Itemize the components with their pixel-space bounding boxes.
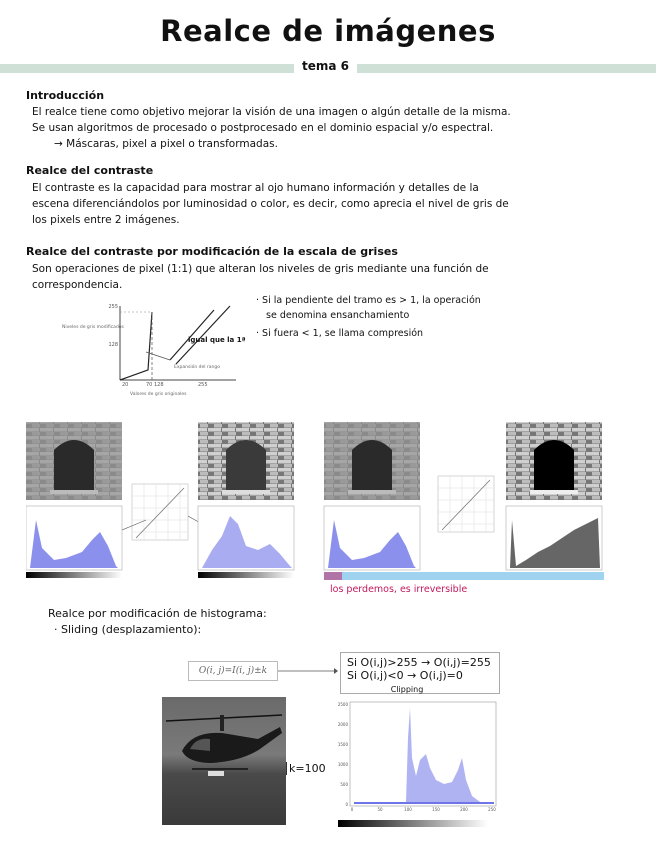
clipping-caption: Clipping xyxy=(390,685,424,694)
bullet-compression: · Si fuera < 1, se llama compresión xyxy=(256,328,424,339)
intro-heading: Introducción xyxy=(26,89,105,102)
contrast-line-1: El contraste es la capacidad para mostrar al ojo humano información y detalles de la xyxy=(32,182,479,194)
hist-y-tick-500: 500 xyxy=(340,782,348,787)
hist-x-tick-250: 250 xyxy=(488,807,496,812)
bullet-expansion-b: se denomina ensanchamiento xyxy=(266,310,410,321)
grayscale-heading: Realce del contraste por modificación de la escala de grises xyxy=(26,245,398,258)
hist-x-tick-100: 100 xyxy=(404,807,412,812)
histogram-expanded xyxy=(198,506,294,578)
grayscale-line-1: Son operaciones de pixel (1:1) que alteran los niveles de gris mediante una función de xyxy=(32,263,489,275)
graph-x-label: Valores de gris originales xyxy=(130,392,187,397)
graph-range-label: Expansión del rango xyxy=(174,365,220,370)
intro-line-1: El realce tiene como objetivo mejorar la visión de una imagen o algún detalle de la misma. xyxy=(32,106,511,118)
lost-range-note: los perdemos, es irreversible xyxy=(330,584,468,595)
k-label: k=100 xyxy=(286,762,326,775)
shifted-histogram xyxy=(332,698,500,832)
tick-x-20: 20 xyxy=(122,382,129,388)
topic-label: tema 6 xyxy=(294,59,357,73)
gray-mapping-graph xyxy=(58,300,248,400)
graph-y-label: Niveles de gris modificados xyxy=(62,325,124,330)
hist-x-tick-150: 150 xyxy=(432,807,440,812)
mapping-graph-compress xyxy=(438,476,494,532)
hist-y-tick-0: 0 xyxy=(345,802,348,807)
hist-y-tick-1500: 1500 xyxy=(337,742,348,747)
hist-y-tick-1000: 1000 xyxy=(337,762,348,767)
mapping-graph-expand xyxy=(122,484,202,540)
tick-y-128: 128 xyxy=(108,342,118,348)
contrast-line-3: los pixels entre 2 imágenes. xyxy=(32,214,180,226)
photo-compressed xyxy=(506,422,602,500)
tick-x-255: 255 xyxy=(198,382,208,388)
photo-expanded xyxy=(198,422,294,500)
contrast-line-2: escena diferenciándolos por luminosidad o color, es decir, como aprecia el nivel de gris de xyxy=(32,198,509,210)
histogram-compressed xyxy=(506,506,602,570)
hist-x-tick-50: 50 xyxy=(377,807,383,812)
intro-line-3: → Máscaras, pixel a pixel o transformadas. xyxy=(54,138,278,150)
helicopter-photo xyxy=(162,697,286,825)
hist-x-tick-200: 200 xyxy=(460,807,468,812)
graph-handwritten-note: igual que la 1ª xyxy=(188,336,246,344)
sliding-heading: Realce por modificación de histograma: xyxy=(48,607,267,620)
sliding-bullet: · Sliding (desplazamiento): xyxy=(54,623,202,636)
histogram-original-1 xyxy=(26,506,122,578)
photo-original-1 xyxy=(26,422,122,500)
clipping-rule-2: Si O(i,j)<0 → O(i,j)=0 xyxy=(347,669,463,682)
hist-x-tick-0: 0 xyxy=(350,807,354,812)
tick-x-70: 70 128 xyxy=(146,382,164,388)
tick-y-255: 255 xyxy=(108,304,118,310)
contrast-heading: Realce del contraste xyxy=(26,164,154,177)
bullet-expansion-a: · Si la pendiente del tramo es > 1, la operación xyxy=(256,295,481,306)
formula-arrow xyxy=(278,664,338,678)
clipping-rule-1: Si O(i,j)>255 → O(i,j)=255 xyxy=(347,656,491,669)
hist-y-tick-2000: 2000 xyxy=(337,722,348,727)
page-title: Realce de imágenes xyxy=(160,14,496,48)
histogram-original-2 xyxy=(324,506,420,570)
lost-range-marker xyxy=(324,572,342,580)
grayscale-line-2: correspondencia. xyxy=(32,279,123,291)
photo-original-2 xyxy=(324,422,420,500)
hist-y-tick-2500: 2500 xyxy=(337,702,348,707)
intro-line-2: Se usan algoritmos de procesado o postprocesado en el dominio espacial y/o espectral. xyxy=(32,122,494,134)
lost-range-strip xyxy=(324,572,604,580)
comparison-figure xyxy=(26,420,626,585)
sliding-formula: O(i, j)=I(i, j)±k xyxy=(188,661,278,681)
